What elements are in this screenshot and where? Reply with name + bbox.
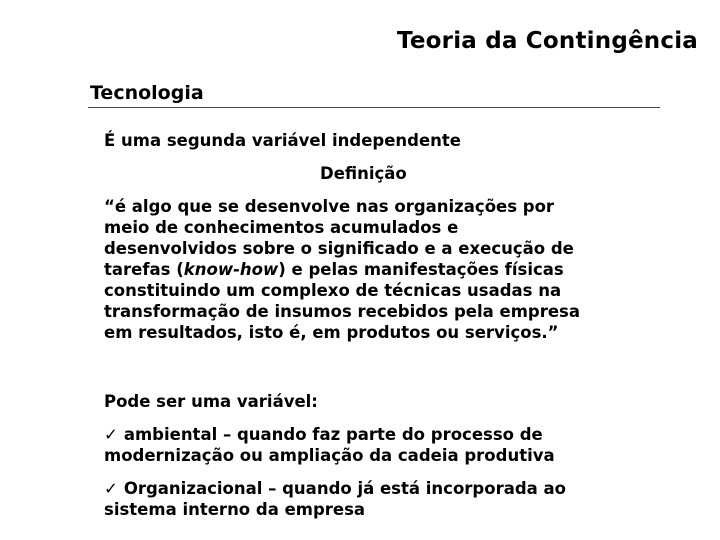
option-line: [104, 478, 644, 499]
definition-label: Definição: [320, 164, 407, 183]
option-organizational: [104, 478, 644, 520]
quote-fragment: ) e pelas manifestações físicas: [278, 260, 564, 279]
quote-line: em resultados, isto é, em produtos ou serviços.”: [104, 323, 559, 342]
quote-line: meio de conhecimentos acumulados e: [104, 218, 459, 237]
intro-text: É uma segunda variável independente: [104, 131, 461, 150]
quote-line: constituindo um complexo de técnicas usadas na: [104, 281, 562, 300]
section-heading: Tecnologia: [90, 82, 204, 104]
heading-divider: [88, 107, 660, 108]
option-line: modernização ou ampliação da cadeia produtiva: [104, 446, 555, 465]
option-environmental: [104, 424, 644, 466]
know-how-term: know-how: [183, 260, 279, 279]
quote-fragment: tarefas (: [104, 260, 184, 279]
quote-line: “é algo que se desenvolve nas organizações por: [104, 197, 555, 216]
quote-line: desenvolvidos sobre o significado e a execução de: [104, 239, 574, 258]
option-text: Organizacional – quando já está incorporada ao: [123, 479, 567, 498]
quote-line: [104, 259, 644, 280]
option-line: [104, 424, 644, 445]
quote-line: transformação de insumos recebidos pela empresa: [104, 302, 581, 321]
slide-title: Teoria da Contingência: [397, 28, 698, 54]
variable-types-label: Pode ser uma variável:: [104, 392, 318, 411]
definition-quote: [104, 196, 644, 343]
checkmark-icon: ✓: [104, 479, 118, 498]
checkmark-icon: ✓: [104, 425, 118, 444]
option-line: sistema interno da empresa: [104, 500, 366, 519]
option-text: ambiental – quando faz parte do processo de: [123, 425, 543, 444]
